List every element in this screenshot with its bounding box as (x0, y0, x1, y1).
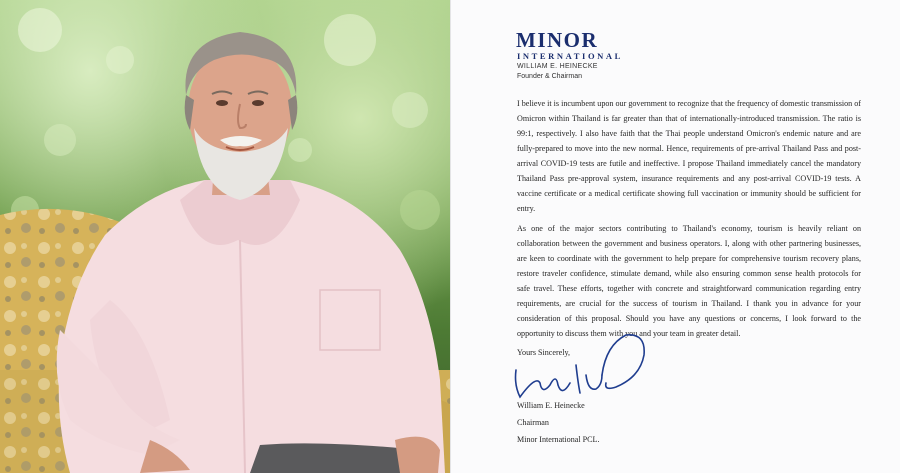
letter-paragraph-1: I believe it is incumbent upon our government to recognize that the frequency of domestic transmission of Omicron within Thailand is far greater than that of internationally-introduced transmission. The ratio is 99:1, respectively. I also have faith that the Thai people understand Omicron's endemic nature and are fully-prepared to move into the new normal. Hence, requirements of pre-arrival Thailand Pass and post-arrival COVID-19 tests are futile and ineffective. I propose Thailand immediately cancel the mandatory Thailand Pass pre-approval system, insurance requirements and any post-arrival COVID-19 tests. A vaccine certificate or a medical certificate showing full vaccination or immunity should be sufficient for entry. (517, 99, 861, 213)
signatory-company: Minor International PCL. (517, 435, 600, 444)
letterhead-title: Founder & Chairman (517, 73, 582, 80)
letterhead-name: WILLIAM E. HEINECKE (517, 63, 598, 70)
signatory-role: Chairman (517, 418, 549, 427)
letter-closing: Yours Sincerely, (517, 348, 571, 357)
signatory-name: William E. Heinecke (517, 401, 585, 410)
letter-paragraph-2: As one of the major sectors contributing to Thailand's economy, tourism is heavily reliant on collaboration between the government and business operators. I, along with other partnering businesses, are keen to coordinate with the government to help prepare for comprehensive tourism recovery plans, restore traveler confidence, stimulate demand, while also ensuring common sense health protocols for safe travel. These efforts, together with concrete and straightforward communication regarding entry requirements, are crucial for the success of tourism in Thailand. I thank you in advance for your consideration of this proposal. Should you have any questions or concerns, I look forward to the opportunity to discuss them with you and your team in greater detail. (517, 224, 861, 338)
man-head (185, 32, 298, 200)
man-hand (395, 437, 440, 473)
brand-logo-subtitle: INTERNATIONAL (517, 51, 623, 61)
handwritten-signature (506, 325, 656, 405)
brand-logo: MINOR (516, 28, 599, 52)
letter-page (450, 0, 900, 473)
